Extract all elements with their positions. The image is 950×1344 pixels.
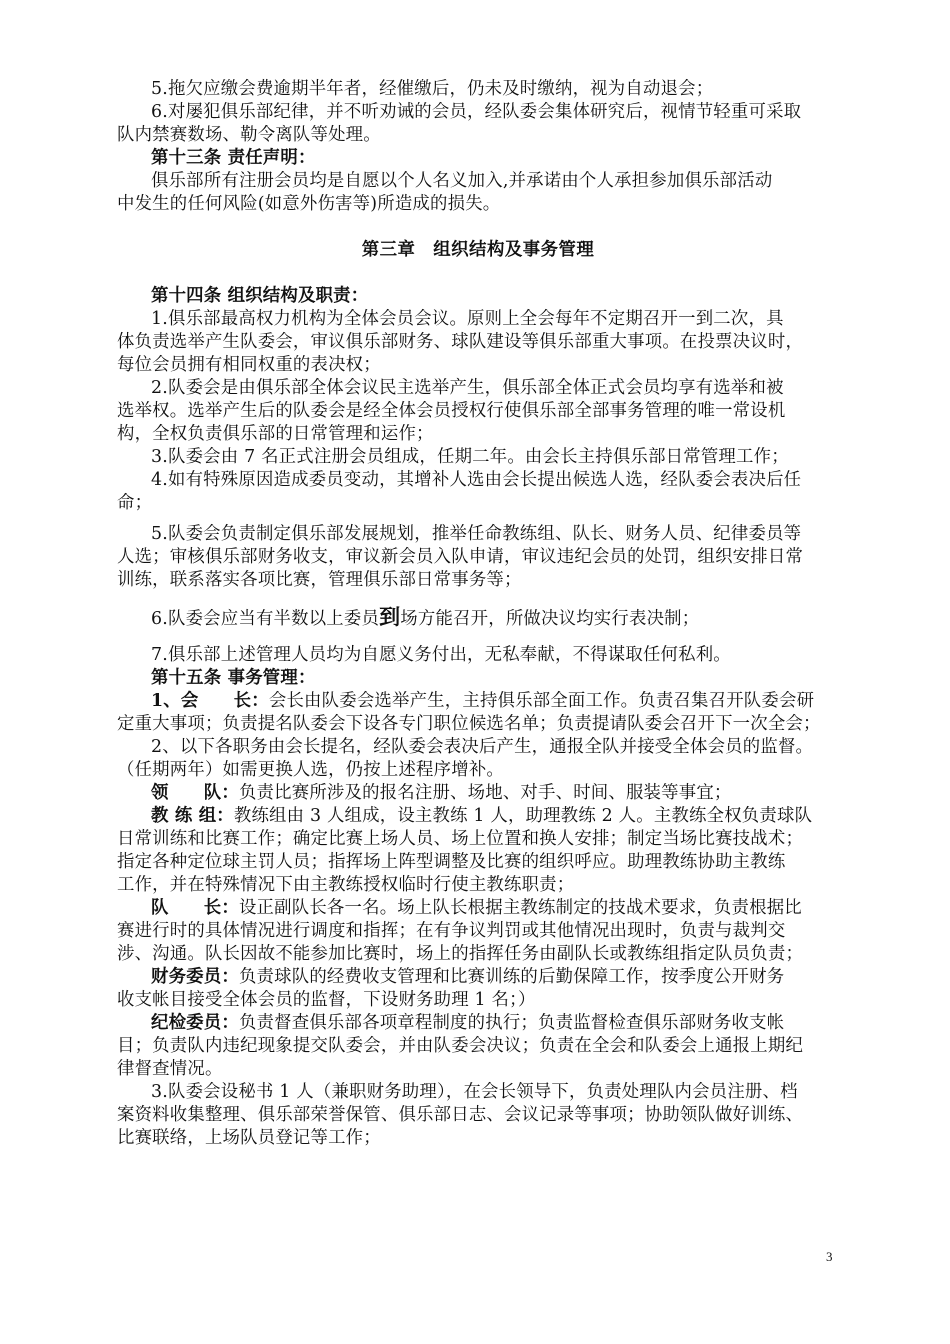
paragraph-line: 人选；审核俱乐部财务收支，审议新会员入队申请，审议违纪会员的处罚，组织安排日常: [117, 547, 804, 567]
paragraph-line: 6.队委会应当有半数以上委员到场方能召开，所做决议均实行表决制；: [151, 604, 700, 629]
paragraph-line: 1、会 长：会长由队委会选举产生，主持俱乐部全面工作。负责召集召开队委会研: [151, 691, 815, 711]
paragraph-line: 体负责选举产生队委会，审议俱乐部财务、球队建设等俱乐部重大事项。在投票决议时，: [117, 332, 804, 352]
paragraph-line: 队内禁赛数场、勒令离队等处理。: [117, 125, 381, 145]
paragraph-line: 俱乐部所有注册会员均是自愿以个人名义加入,并承诺由个人承担参加俱乐部活动: [151, 171, 773, 191]
paragraph-line: 中发生的任何风险(如意外伤害等)所造成的损失。: [117, 194, 501, 214]
paragraph-line: 4.如有特殊原因造成委员变动，其增补人选由会长提出候选人选，经队委会表决后任: [151, 470, 802, 490]
paragraph-line: 律督查情况。: [117, 1059, 223, 1079]
paragraph-line: 6.对屡犯俱乐部纪律，并不听劝诫的会员，经队委会集体研究后，视情节轻重可采取: [151, 102, 802, 122]
paragraph-line: 定重大事项；负责提名队委会下设各专门职位候选名单；负责提请队委会召开下一次全会；: [117, 714, 821, 734]
paragraph-line: 教 练 组：教练组由 3 人组成，设主教练 1 人，助理教练 2 人。主教练全权负责球队: [151, 806, 813, 826]
paragraph-line: 构，全权负责俱乐部的日常管理和运作；: [117, 424, 434, 444]
paragraph-line: 5.拖欠应缴会费逾期半年者，经催缴后，仍未及时缴纳，视为自动退会；: [151, 79, 714, 99]
paragraph-line: 财务委员：负责球队的经费收支管理和比赛训练的后勤保障工作，按季度公开财务: [151, 967, 785, 987]
paragraph-line: 2.队委会是由俱乐部全体会议民主选举产生，俱乐部全体正式会员均享有选举和被: [151, 378, 784, 398]
paragraph-line: 涉、沟通。队长因故不能参加比赛时，场上的指挥任务由副队长或教练组指定队员负责；: [117, 944, 804, 964]
article-15-title: 第十五条 事务管理：: [151, 668, 316, 688]
paragraph-line: 指定各种定位球主罚人员；指挥场上阵型调整及比赛的组织呼应。助理教练协助主教练: [117, 852, 786, 872]
paragraph-line: 3.队委会由 7 名正式注册会员组成，任期二年。由会长主持俱乐部日常管理工作；: [151, 447, 789, 467]
emphasized-character: 到: [379, 604, 401, 629]
paragraph-line: （任期两年）如需更换人选，仍按上述程序增补。: [117, 760, 504, 780]
paragraph-line: 日常训练和比赛工作；确定比赛上场人员、场上位置和换人安排；制定当场比赛技战术；: [117, 829, 804, 849]
paragraph-line: 5.队委会负责制定俱乐部发展规划，推举任命教练组、队长、财务人员、纪律委员等: [151, 524, 802, 544]
paragraph-line: 领 队：负责比赛所涉及的报名注册、场地、对手、时间、服装等事宜；: [151, 783, 732, 803]
paragraph-line: 1.俱乐部最高权力机构为全体会员会议。原则上全会每年不定期召开一到二次，具: [151, 309, 784, 329]
paragraph-line: 选举权。选举产生后的队委会是经全体会员授权行使俱乐部全部事务管理的唯一常设机: [117, 401, 786, 421]
chapter-3-title: 第三章 组织结构及事务管理: [361, 240, 595, 260]
paragraph-line: 纪检委员：负责督查俱乐部各项章程制度的执行；负责监督检查俱乐部财务收支帐: [151, 1013, 785, 1033]
paragraph-line: 7.俱乐部上述管理人员均为自愿义务付出，无私奉献，不得谋取任何私利。: [151, 645, 731, 665]
paragraph-line: 赛进行时的具体情况进行调度和指挥；在有争议判罚或其他情况出现时，负责与裁判交: [117, 921, 786, 941]
paragraph-line: 命；: [117, 493, 153, 513]
paragraph-line: 训练，联系落实各项比赛，管理俱乐部日常事务等；: [117, 570, 522, 590]
paragraph-line: 目；负责队内违纪现象提交队委会，并由队委会决议；负责在全会和队委会上通报上期纪: [117, 1036, 804, 1056]
article-14-title: 第十四条 组织结构及职责：: [151, 286, 369, 306]
article-13-title: 第十三条 责任声明：: [151, 148, 316, 168]
paragraph-line: 2、以下各职务由会长提名，经队委会表决后产生，通报全队并接受全体会员的监督。: [151, 737, 814, 757]
paragraph-line: 每位会员拥有相同权重的表决权；: [117, 355, 381, 375]
paragraph-line: 比赛联络，上场队员登记等工作；: [117, 1128, 381, 1148]
document-page: [117, 78, 839, 1150]
paragraph-line: 队 长：设正副队长各一名。场上队长根据主教练制定的技战术要求，负责根据比: [151, 898, 802, 918]
paragraph-line: 3.队委会设秘书 1 人（兼职财务助理），在会长领导下，负责处理队内会员注册、档: [151, 1082, 798, 1102]
paragraph-line: 工作，并在特殊情况下由主教练授权临时行使主教练职责；: [117, 875, 575, 895]
paragraph-line: 案资料收集整理、俱乐部荣誉保管、俱乐部日志、会议记录等事项；协助领队做好训练、: [117, 1105, 804, 1125]
page-number: 3: [826, 1249, 833, 1264]
paragraph-line: 收支帐目接受全体会员的监督，下设财务助理 1 名；）: [117, 990, 536, 1010]
